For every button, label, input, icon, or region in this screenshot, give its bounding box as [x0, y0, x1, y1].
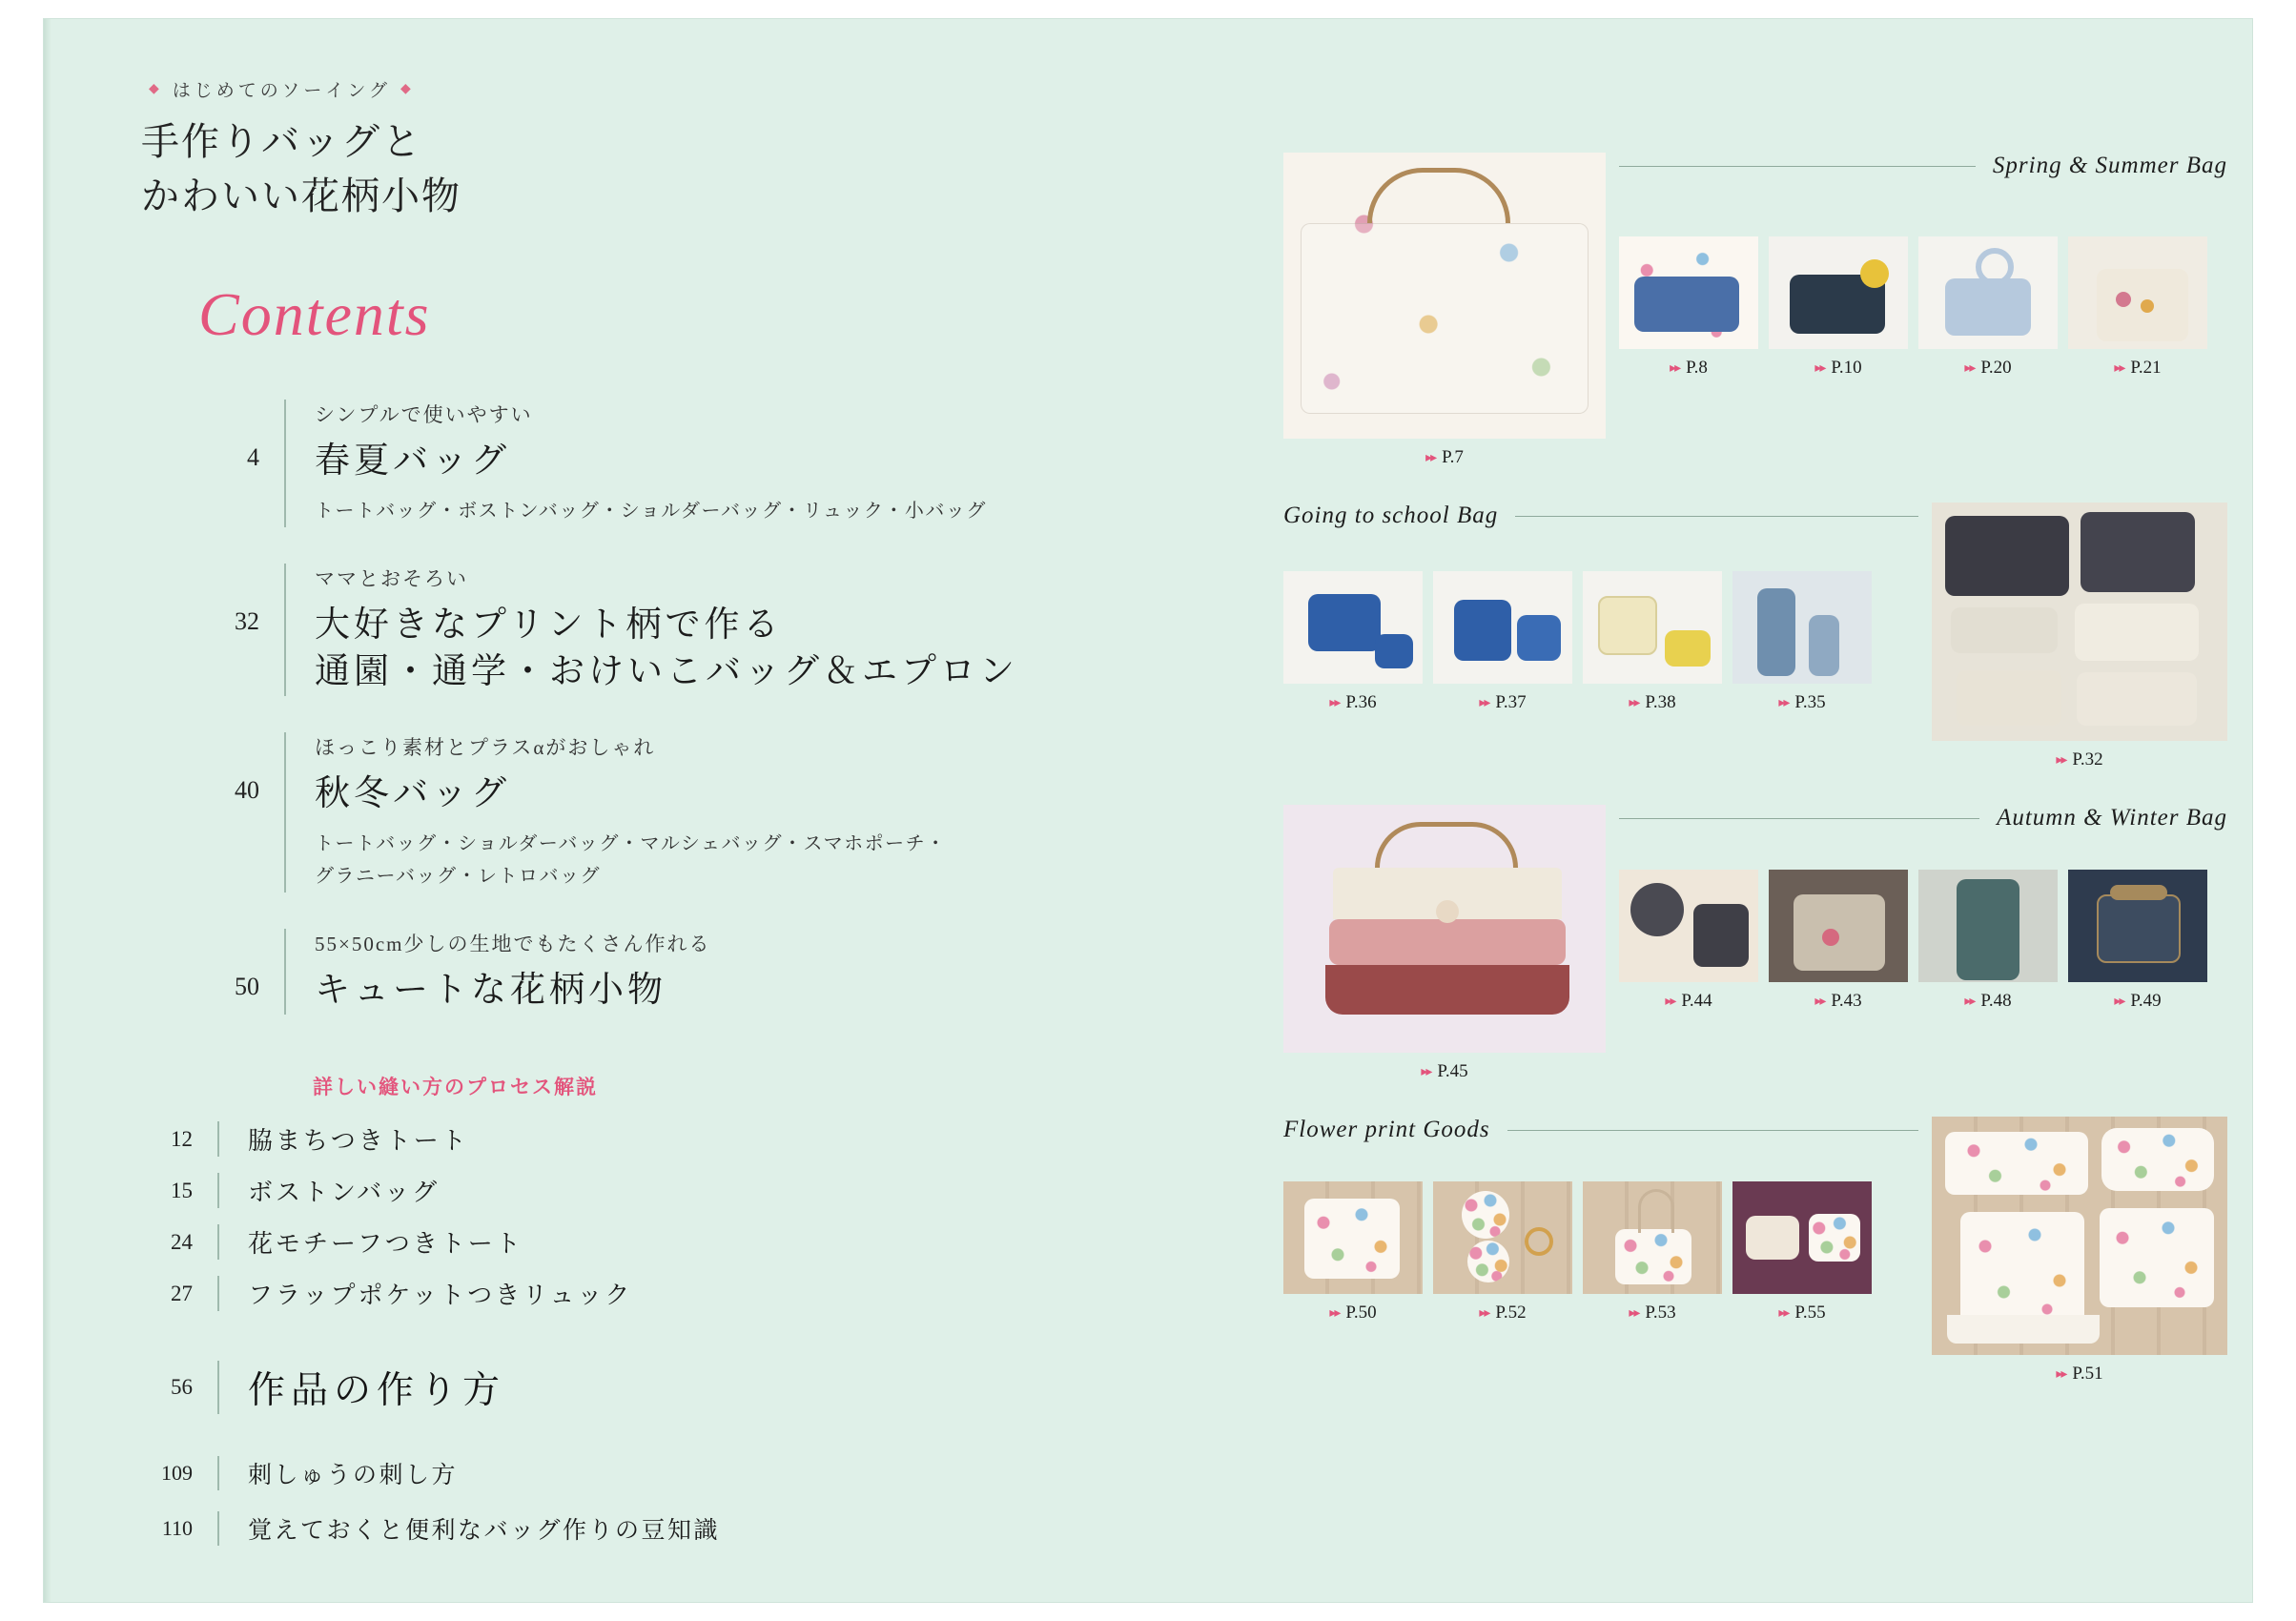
process-list: [130, 1121, 1274, 1311]
item-caption: [1918, 991, 2058, 1012]
toc-entry[interactable]: [196, 400, 1169, 527]
photo-retro-bag: [2068, 870, 2207, 982]
arrow-icon: ▸▸: [2056, 1366, 2066, 1382]
photo-round-pouch-set: [1619, 870, 1758, 982]
bag-panel-shape: [1325, 965, 1569, 1015]
item-caption: [1769, 991, 1908, 1012]
thumbnail-grid: [1283, 1181, 1918, 1323]
arrow-icon: ▸▸: [1425, 450, 1436, 465]
toc-subtitle: トートバッグ・ショルダーバッグ・マルシェバッグ・スマホポーチ・: [315, 833, 947, 855]
goods-shape: [1615, 1229, 1691, 1284]
gallery-item[interactable]: [1732, 1181, 1872, 1323]
photo-drawstring-bag: [1433, 571, 1572, 684]
strap-shape: [1638, 1189, 1674, 1233]
item-caption: [1283, 692, 1423, 713]
divider: [1507, 1130, 1918, 1131]
toc-page-number: 4: [247, 442, 259, 471]
photo-school-bag-blue: [1283, 571, 1423, 684]
ring-shape: [1525, 1227, 1553, 1256]
item-caption: [1918, 358, 2058, 379]
pouch-shape: [1517, 615, 1561, 661]
hero-photo-tote-bag: [1283, 153, 1606, 439]
pouch-shape: [1665, 630, 1711, 667]
item-caption: [1583, 1303, 1722, 1323]
arrow-icon: ▸▸: [1479, 695, 1489, 710]
contents-column: [130, 76, 1274, 1545]
gallery-item[interactable]: [1583, 1181, 1722, 1323]
process-page-number: 15: [171, 1178, 193, 1202]
gallery-hero-item[interactable]: [1283, 805, 1606, 1082]
hero-caption: [1932, 749, 2227, 770]
toc-lead: ほっこり素材とプラスαがおしゃれ: [315, 736, 656, 760]
howto-page-number: 56: [171, 1375, 193, 1400]
bag-shape: [1454, 600, 1511, 661]
page-ref: P.38: [1645, 692, 1676, 712]
photo-school-bag-collection: [1932, 503, 2227, 741]
person-shape: [1757, 588, 1795, 676]
arrow-icon: ▸▸: [1778, 695, 1789, 710]
page-ref: P.36: [1345, 692, 1377, 712]
lace-mat-shape: [1947, 1315, 2100, 1344]
item-caption: [1433, 692, 1572, 713]
arrow-icon: ▸▸: [1670, 360, 1680, 376]
gallery-hero-item[interactable]: [1283, 153, 1606, 468]
arrow-icon: ▸▸: [2056, 752, 2066, 768]
process-title: ボストンバッグ: [217, 1173, 440, 1208]
series-line: [149, 76, 1274, 102]
page-ref: P.45: [1437, 1061, 1468, 1081]
series-label: はじめてのソーイング: [172, 81, 392, 101]
flower-shape: [2141, 299, 2154, 313]
process-title: 脇まちつきトート: [217, 1121, 469, 1157]
strap-shape: [1976, 248, 2014, 286]
page-ref: P.44: [1681, 991, 1712, 1011]
photo-mother-child-apron: [1732, 571, 1872, 684]
gallery-item[interactable]: [1433, 1181, 1572, 1323]
page-title: Contents: [198, 279, 431, 348]
process-page-number: 27: [171, 1281, 193, 1305]
gallery-section-flower-goods: [1283, 1117, 2227, 1385]
book-title-line2: かわいい花柄小物: [141, 174, 461, 217]
item-caption: [1583, 692, 1722, 713]
appendix-item[interactable]: [130, 1456, 1274, 1490]
book-title-line1: 手作りバッグと: [141, 120, 422, 163]
goods-shape: [1945, 1132, 2088, 1195]
diamond-icon: ◆: [149, 82, 163, 96]
section-label: Spring & Summer Bag: [1992, 153, 2227, 178]
divider: [1619, 166, 1976, 167]
gallery-item[interactable]: [2068, 236, 2207, 379]
item-caption: [1769, 358, 1908, 379]
toc-title: 春夏バッグ: [315, 441, 510, 481]
hero-caption: [1283, 447, 1606, 468]
bag-handle-shape: [2110, 885, 2167, 900]
toc-title: 大好きなプリント柄で作る: [315, 605, 783, 645]
section-label: Flower print Goods: [1283, 1117, 1490, 1142]
item-caption: [1732, 692, 1872, 713]
appendix-title: 覚えておくと便利なバッグ作りの豆知識: [217, 1511, 720, 1546]
toc-lead: ママとおそろい: [315, 566, 468, 590]
page-ref: P.48: [1980, 991, 2012, 1011]
bag-shape: [1634, 277, 1739, 332]
thumbnail-grid: [1283, 571, 1918, 713]
toc-entry[interactable]: [196, 564, 1169, 697]
bag-shape: [1945, 516, 2069, 596]
bag-shape: [1598, 596, 1657, 655]
goods-shape: [1304, 1199, 1400, 1279]
page-ref: P.37: [1495, 692, 1527, 712]
bag-shape: [2081, 512, 2195, 592]
process-page-number: 12: [171, 1126, 193, 1151]
goods-shape: [1960, 1212, 2084, 1326]
arrow-icon: ▸▸: [1629, 1305, 1639, 1321]
gallery-section-spring-summer: [1283, 153, 2227, 468]
bag-handle-shape: [1375, 822, 1518, 868]
toc-title-second-line: 通園・通学・おけいこバッグ＆エプロン: [315, 652, 1018, 692]
arrow-icon: ▸▸: [1964, 994, 1975, 1009]
page-ref: P.49: [2130, 991, 2162, 1011]
page-ref: P.8: [1686, 358, 1708, 378]
diamond-icon: ◆: [400, 82, 415, 96]
page-ref: P.53: [1645, 1303, 1676, 1323]
photo-striped-tote: [1283, 805, 1606, 1053]
photo-sewing-kit-case: [1732, 1181, 1872, 1294]
person-shape: [1809, 615, 1839, 676]
bag-shape: [1945, 278, 2031, 336]
toc-lead: 55×50cm少しの生地でもたくさん作れる: [315, 933, 711, 956]
gallery-item[interactable]: [1619, 236, 1758, 379]
bag-shape: [1794, 894, 1885, 971]
photo-embroidered-tote: [2068, 236, 2207, 349]
item-caption: [2068, 991, 2207, 1012]
arrow-icon: ▸▸: [1665, 994, 1675, 1009]
toc-entry[interactable]: [196, 732, 1169, 893]
toc-entry[interactable]: [196, 929, 1169, 1015]
item-caption: [1433, 1303, 1572, 1323]
photo-scrunchies: [1433, 1181, 1572, 1294]
divider: [1515, 516, 1918, 517]
photo-model-with-bag: [1918, 870, 2058, 982]
section-header: [1283, 1117, 1918, 1143]
pouch-shape: [1630, 883, 1684, 936]
appendix-title: 刺しゅうの刺し方: [217, 1456, 458, 1490]
howto-entry[interactable]: [130, 1361, 1274, 1414]
gallery-item[interactable]: [1583, 571, 1722, 713]
flower-shape: [1822, 929, 1839, 946]
photo-flower-motif-bag: [1769, 870, 1908, 982]
section-header: [1619, 805, 2227, 831]
bag-shape: [1693, 904, 1749, 967]
toc-subtitle-second-line: グラニーバッグ・レトロバッグ: [315, 866, 601, 888]
goods-shape: [1462, 1191, 1509, 1239]
gallery-column: [1283, 153, 2227, 1417]
book-title: [141, 115, 1274, 224]
toc-subtitle: トートバッグ・ボストンバッグ・ショルダーバッグ・リュック・小バッグ: [315, 500, 987, 522]
item-caption: [1283, 1303, 1423, 1323]
bag-body-shape: [1301, 223, 1589, 414]
page-ref: P.55: [1794, 1303, 1826, 1323]
gallery-section-school: [1283, 503, 2227, 770]
bag-shape: [1308, 594, 1381, 651]
pouch-shape: [1951, 607, 2058, 653]
arrow-icon: ▸▸: [1814, 994, 1825, 1009]
arrow-icon: ▸▸: [1778, 1305, 1789, 1321]
gallery-item[interactable]: [1732, 571, 1872, 713]
gallery-item[interactable]: [1918, 870, 2058, 1012]
goods-shape: [2100, 1208, 2214, 1307]
toc-entry-body: [284, 400, 987, 527]
process-title: フラップポケットつきリュック: [217, 1276, 632, 1311]
section-header: [1283, 503, 1918, 529]
gallery-item[interactable]: [1769, 870, 1908, 1012]
section-header: [1619, 153, 2227, 179]
pouch-shape: [1375, 634, 1413, 668]
toc-title: キュートな花柄小物: [315, 971, 666, 1011]
arrow-icon: ▸▸: [1329, 695, 1340, 710]
hero-page-ref: P.7: [1442, 447, 1464, 467]
photo-flower-print-goods-set: [1932, 1117, 2227, 1355]
process-page-number: 24: [171, 1229, 193, 1254]
toc-lead: シンプルで使いやすい: [315, 402, 533, 426]
goods-shape: [1809, 1214, 1860, 1262]
gallery-item[interactable]: [1433, 571, 1572, 713]
bag-shape: [2097, 894, 2181, 963]
goods-shape: [1746, 1216, 1799, 1260]
section-label: Autumn & Winter Bag: [1997, 805, 2227, 831]
page-ref: P.51: [2072, 1364, 2103, 1384]
page-ref: P.10: [1831, 358, 1862, 378]
goods-shape: [1467, 1241, 1509, 1282]
gallery-item[interactable]: [1283, 571, 1423, 713]
bag-shape: [1957, 670, 2061, 726]
button-flower-shape: [1436, 900, 1459, 923]
gallery-item[interactable]: [2068, 870, 2207, 1012]
pouch-shape: [2075, 604, 2199, 661]
arrow-icon: ▸▸: [1964, 360, 1975, 376]
process-item[interactable]: [130, 1121, 1274, 1157]
toc-page-number: 40: [235, 776, 259, 805]
gallery-item[interactable]: [1918, 236, 2058, 379]
arrow-icon: ▸▸: [1629, 695, 1639, 710]
flower-shape: [2116, 292, 2131, 307]
process-item[interactable]: [130, 1224, 1274, 1260]
appendix-page-number: 110: [161, 1516, 193, 1541]
appendix-page-number: 109: [161, 1461, 193, 1486]
page-ref: P.35: [1794, 692, 1826, 712]
gallery-hero-item[interactable]: [1932, 1117, 2227, 1385]
photo-yellow-bag-set: [1583, 571, 1722, 684]
toc-entry-body: [284, 564, 1018, 697]
item-caption: [1619, 358, 1758, 379]
arrow-icon: ▸▸: [1421, 1064, 1431, 1079]
hero-caption: [1283, 1061, 1606, 1082]
toc-entry-body: [284, 732, 947, 893]
page-ref: P.43: [1831, 991, 1862, 1011]
page-ref: P.50: [1345, 1303, 1377, 1323]
item-caption: [1619, 991, 1758, 1012]
toc-page-number: 50: [235, 973, 259, 1001]
page-canvas: [44, 19, 2252, 1602]
goods-shape: [2101, 1128, 2214, 1191]
page-ref: P.20: [1980, 358, 2012, 378]
thumbnail-grid: [1619, 236, 2227, 379]
toc-page-number: 32: [235, 606, 259, 635]
process-item[interactable]: [130, 1276, 1274, 1311]
bag-shape: [2077, 672, 2197, 726]
photo-navy-tote: [1769, 236, 1908, 349]
howto-title: 作品の作り方: [217, 1361, 505, 1414]
arrow-icon: ▸▸: [1479, 1305, 1489, 1321]
gallery-item[interactable]: [1769, 236, 1908, 379]
divider: [1619, 818, 1979, 819]
thumbnail-grid: [1619, 870, 2227, 1012]
photo-mini-shoulder-pouch: [1583, 1181, 1722, 1294]
page-ref: P.52: [1495, 1303, 1527, 1323]
page-ref: P.32: [2072, 749, 2103, 769]
hero-caption: [1932, 1364, 2227, 1385]
gallery-item[interactable]: [1283, 1181, 1423, 1323]
section-label: Going to school Bag: [1283, 503, 1499, 528]
toc-title: 秋冬バッグ: [315, 774, 510, 814]
photo-boston-bag: [1619, 236, 1758, 349]
gallery-item[interactable]: [1619, 870, 1758, 1012]
arrow-icon: ▸▸: [2114, 360, 2124, 376]
page-ref: P.21: [2130, 358, 2162, 378]
person-shape: [1957, 879, 2019, 980]
arrow-icon: ▸▸: [1814, 360, 1825, 376]
item-caption: [2068, 358, 2207, 379]
appendix-item[interactable]: [130, 1511, 1274, 1546]
process-item[interactable]: [130, 1173, 1274, 1208]
flower-shape: [1860, 259, 1889, 288]
photo-floral-pouch: [1283, 1181, 1423, 1294]
gallery-hero-item[interactable]: [1932, 503, 2227, 770]
photo-shoulder-bag: [1918, 236, 2058, 349]
process-section-heading: 詳しい縫い方のプロセス解説: [313, 1076, 598, 1099]
gallery-section-autumn-winter: [1283, 805, 2227, 1082]
arrow-icon: ▸▸: [2114, 994, 2124, 1009]
item-caption: [1732, 1303, 1872, 1323]
process-title: 花モチーフつきトート: [217, 1224, 523, 1260]
toc-entry-body: [284, 929, 711, 1015]
toc-list: [196, 400, 1169, 1016]
bag-handle-shape: [1367, 168, 1510, 223]
arrow-icon: ▸▸: [1329, 1305, 1340, 1321]
bag-panel-shape: [1329, 919, 1566, 965]
